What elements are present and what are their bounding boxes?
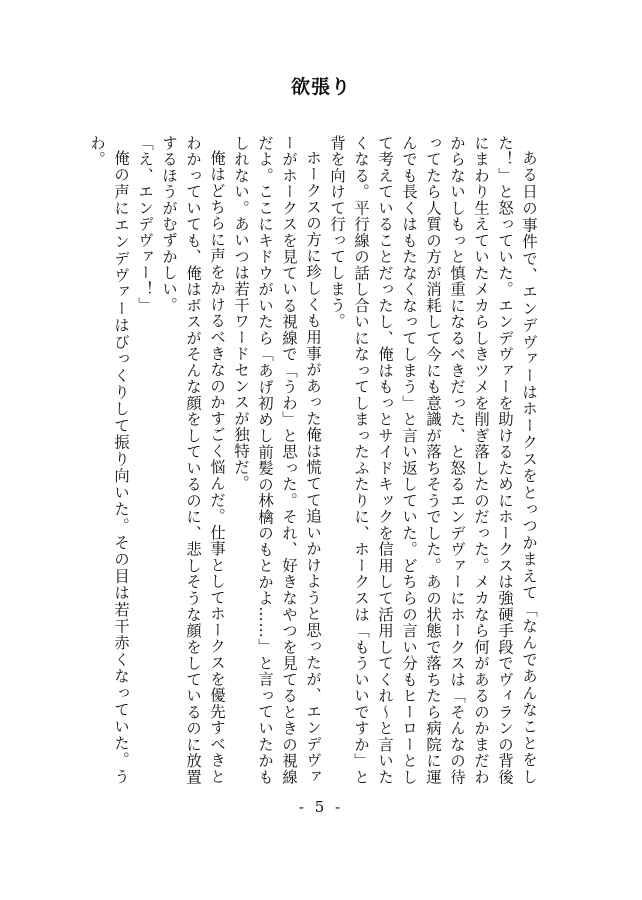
paragraph: 「え、エンデヴァー！」 [136, 135, 154, 314]
paragraph: 俺の声にエンデヴァーはびっくりして振り向いた。その目は若干赤くなっていた。うわ。 [88, 135, 130, 785]
chapter-title: 欲張り [290, 76, 351, 98]
page-number: - 5 - [298, 798, 344, 816]
body-text [88, 135, 541, 785]
paragraph: ホークスの方に珍しくも用事があった俺は慌てて追いかけようと思ったが、エンデヴァーがホークスを見ている視線で「うわ」と思った。それ、好きなやつを見てるときの視線だよ。ここにキドウがいたら「あげ初めし前髪の林檎のもとかよ……」と言っていたかもしれない。あいつは若干ワードセンスが独特だ。 [232, 135, 322, 785]
paragraph: ある日の事件で、エンデヴァーはホークスをとっつかまえて「なんであんなことをした！」と怒っていた。エンデヴァーを助けるためにホークスは強硬手段でヴィランの背後にまわり生えていたメカらしきツメを削ぎ落したのだった。メカなら何があるのかまだわからないしもっと慎重になるべきだった、と怒るエンデヴァーにホークスは「そんなの待ってたら人質の方が消耗して今にも意識が落ちそうでした。あの状態で落ちたら病院に運んでも長くはもたなくなってしまう」と言い返していた。どちらの言い分もヒーローとして考えていることだったし、俺はもっとサイドキックを信用して活用してくれ～と言いたくなる。平行線の話し合いになってしまったふたりに、ホークスは「もういいですか」と背を向けて行ってしまう。 [328, 135, 538, 785]
paragraph: 俺はどちらに声をかけるべきなのかすごく悩んだ。仕事としてホークスを優先すべきとわかっていても、俺はボスがそんな顔をしているのに、悲しそうな顔をしているのに放置するほうがむずかしい。 [160, 135, 226, 785]
